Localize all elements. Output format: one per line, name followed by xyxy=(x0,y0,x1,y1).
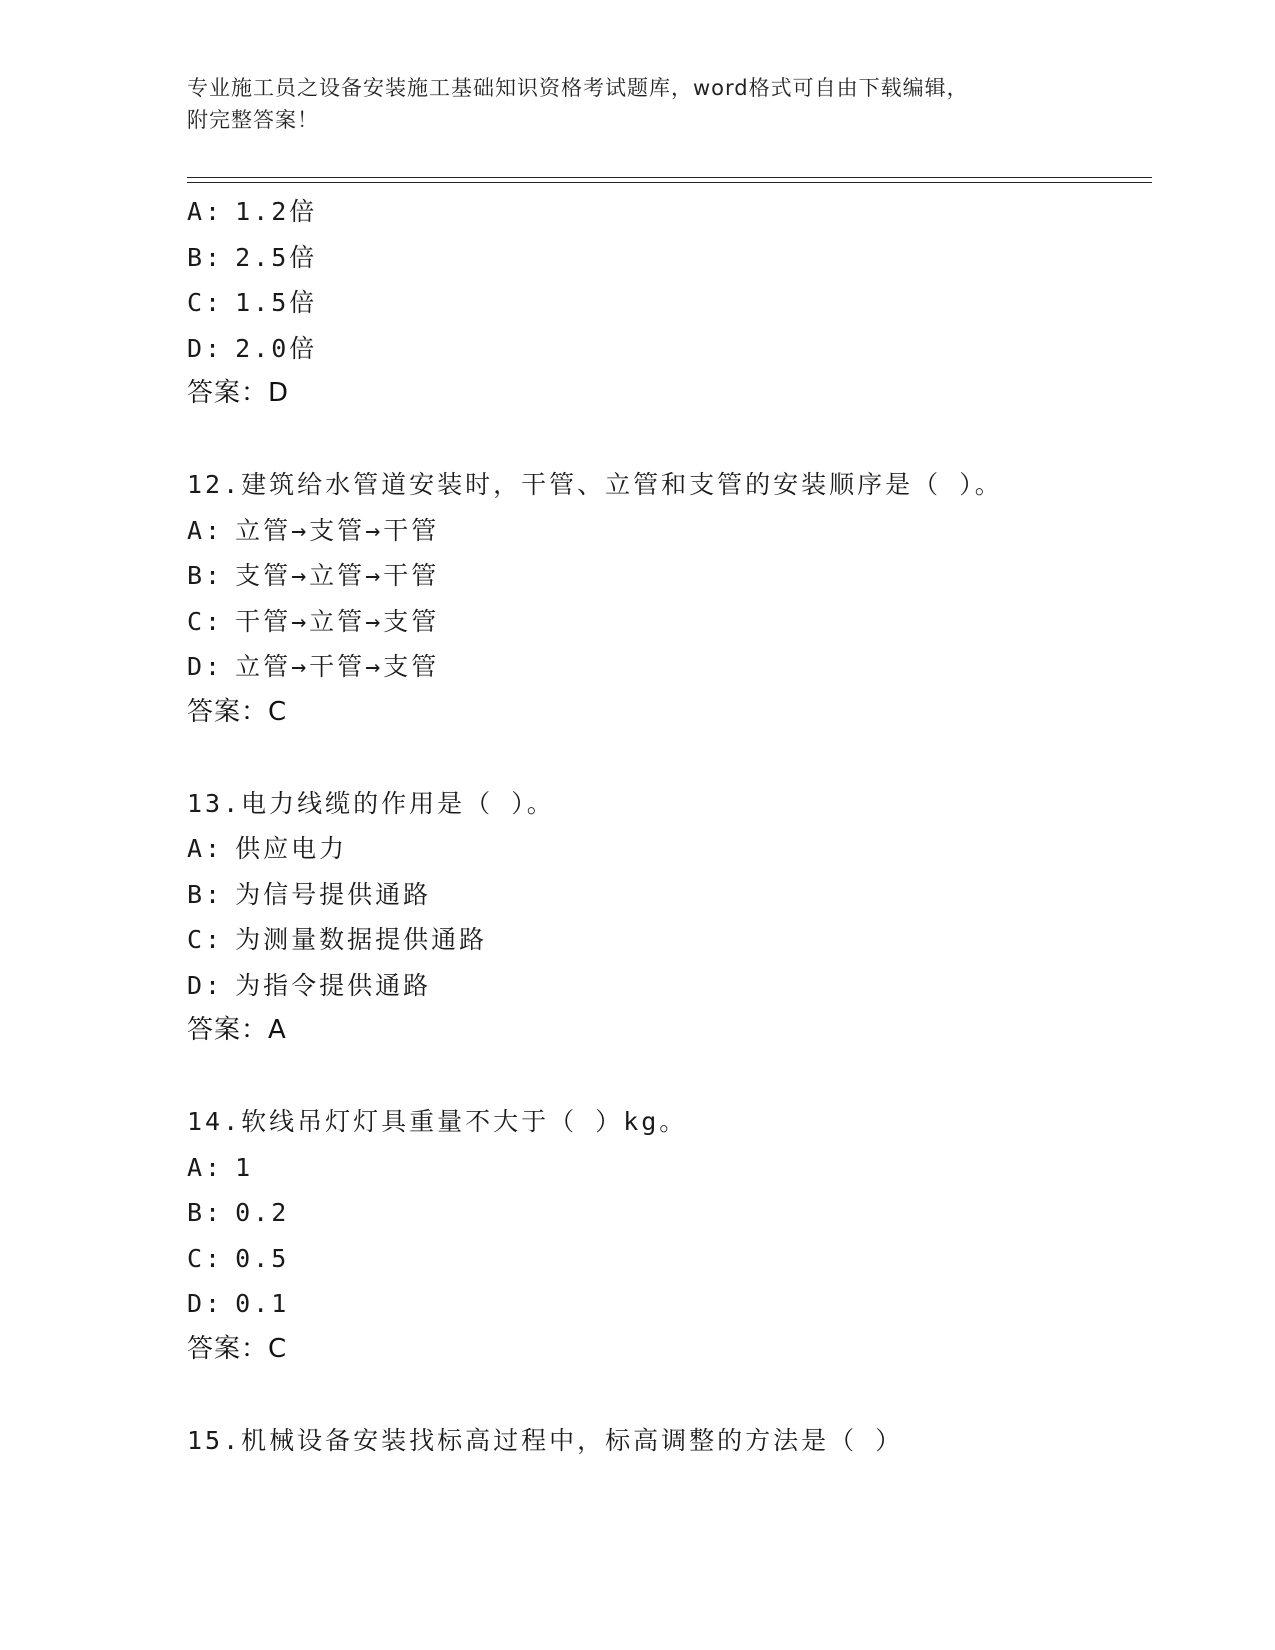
option-text: 支管→立管→干管 xyxy=(235,561,440,590)
option-text: 1.2倍 xyxy=(235,197,318,226)
option-text: 2.0倍 xyxy=(235,333,318,363)
option-b xyxy=(187,1190,1152,1236)
answer-line: 答案：A xyxy=(187,1015,287,1045)
option-label: A: xyxy=(187,1152,224,1182)
answer-line: 答案：C xyxy=(187,1333,288,1364)
option-label: A: xyxy=(187,834,224,863)
option-label: D: xyxy=(187,333,224,363)
option-text: 供应电力 xyxy=(235,834,348,863)
option-b xyxy=(187,235,1152,281)
option-label: D: xyxy=(187,652,224,681)
option-text: 0.1 xyxy=(235,1289,290,1318)
question-11-continued xyxy=(187,189,1152,417)
option-text: 2.5倍 xyxy=(235,242,318,272)
option-text: 1.5倍 xyxy=(235,288,318,317)
option-c xyxy=(187,280,1152,326)
option-label: B: xyxy=(187,242,224,272)
option-c xyxy=(187,1236,1152,1282)
option-d xyxy=(187,326,1152,372)
option-text: 0.2 xyxy=(235,1198,290,1227)
spacer xyxy=(187,1054,1152,1100)
option-a xyxy=(187,1145,1152,1191)
option-label: A: xyxy=(187,515,224,545)
question-text: 12.建筑给水管道安装时，干管、立管和支管的安装顺序是（ ）。 xyxy=(187,470,1003,499)
option-text: 为指令提供通路 xyxy=(235,970,432,1000)
document-header xyxy=(187,72,1087,136)
option-label: B: xyxy=(187,561,224,590)
option-label: B: xyxy=(187,879,224,909)
question-14 xyxy=(187,1099,1152,1372)
option-label: C: xyxy=(187,606,224,636)
spacer xyxy=(187,417,1152,463)
option-d xyxy=(187,1281,1152,1327)
question-list xyxy=(187,189,1152,1463)
option-label: B: xyxy=(187,1198,224,1227)
option-text: 0.5 xyxy=(235,1243,290,1273)
question-text: 14.软线吊灯灯具重量不大于（ ）kg。 xyxy=(187,1107,688,1136)
question-text: 13.电力线缆的作用是（ ）。 xyxy=(187,788,555,818)
header-divider-bottom xyxy=(187,182,1152,183)
header-line-1: 专业施工员之设备安装施工基础知识资格考试题库，word格式可自由下载编辑， xyxy=(187,76,969,100)
header-line-2: 附完整答案！ xyxy=(187,108,319,132)
option-d xyxy=(187,644,1152,690)
option-label: C: xyxy=(187,1243,224,1273)
option-label: A: xyxy=(187,197,224,226)
option-b xyxy=(187,553,1152,599)
answer-line: 答案：D xyxy=(187,378,290,408)
question-13 xyxy=(187,781,1152,1054)
option-text: 立管→干管→支管 xyxy=(235,652,440,681)
option-label: D: xyxy=(187,1289,224,1318)
option-a xyxy=(187,508,1152,554)
question-12 xyxy=(187,462,1152,735)
question-15 xyxy=(187,1418,1152,1464)
option-text: 为信号提供通路 xyxy=(235,879,432,909)
option-c xyxy=(187,917,1152,963)
spacer xyxy=(187,1372,1152,1418)
option-text: 为测量数据提供通路 xyxy=(235,925,488,954)
option-c xyxy=(187,599,1152,645)
option-text: 1 xyxy=(235,1152,254,1182)
option-label: C: xyxy=(187,288,224,317)
spacer xyxy=(187,735,1152,781)
option-a xyxy=(187,189,1152,235)
option-a xyxy=(187,826,1152,872)
option-b xyxy=(187,872,1152,918)
option-d xyxy=(187,963,1152,1009)
question-text: 15.机械设备安装找标高过程中，标高调整的方法是（ ） xyxy=(187,1425,904,1455)
option-label: C: xyxy=(187,925,224,954)
header-divider-top xyxy=(187,177,1152,178)
answer-line: 答案：C xyxy=(187,696,288,727)
option-label: D: xyxy=(187,970,224,1000)
option-text: 立管→支管→干管 xyxy=(235,515,440,545)
option-text: 干管→立管→支管 xyxy=(235,606,440,636)
